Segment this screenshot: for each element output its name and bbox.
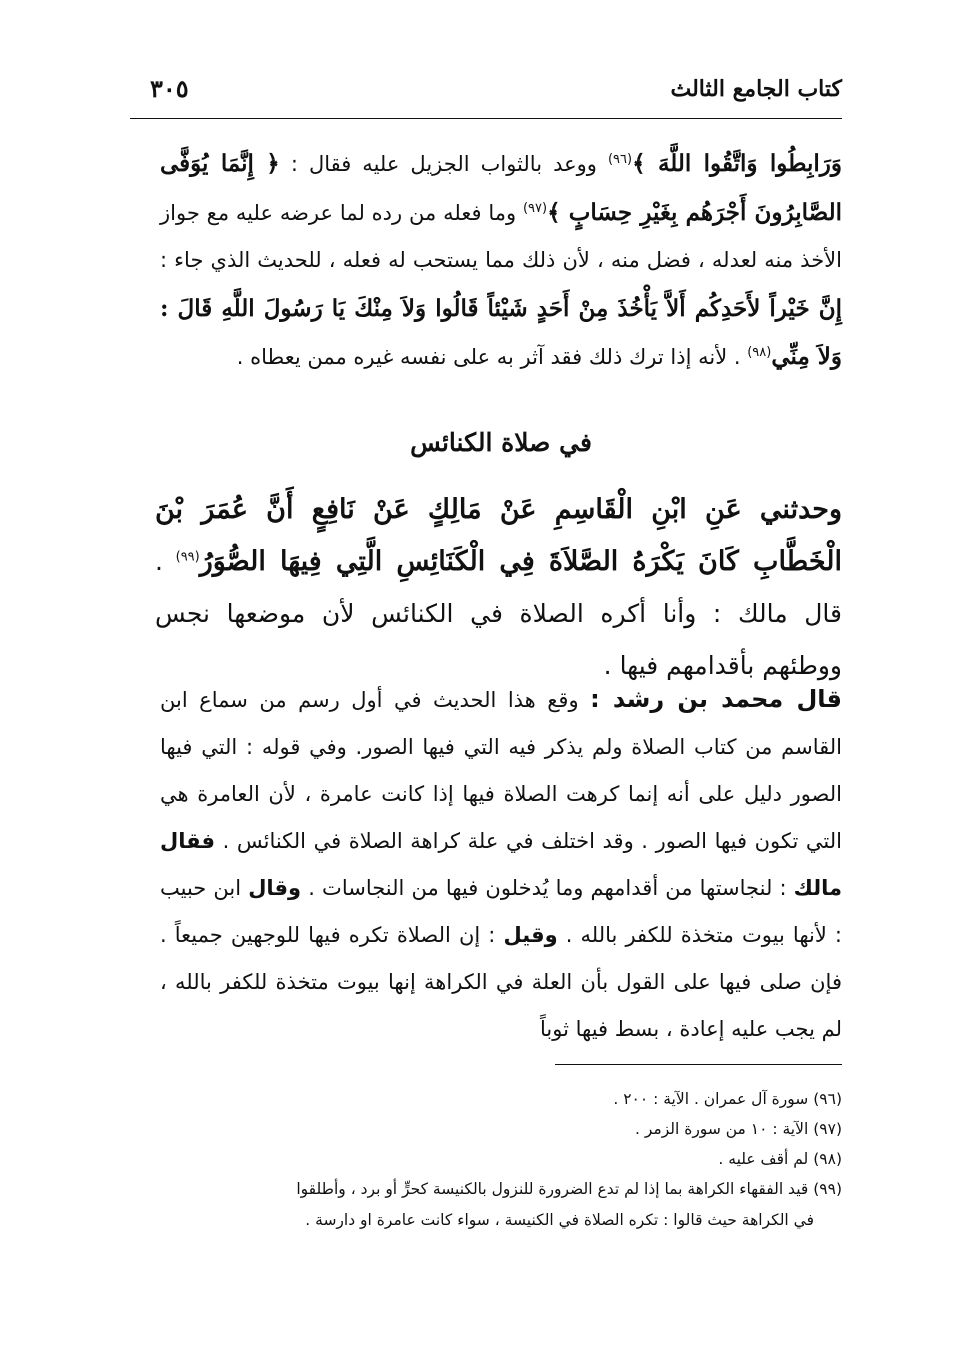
- body-text: : إن الصلاة تكره فيها للوجهين جميعاً . فإن صلى فيها على القول بأن العلة في الكراهة إنها بيوت متخذة للكفر بالله ، لم يجب عليه إعادة ، بسط فيها ثوباً: [160, 923, 842, 1041]
- body-text: ووعد بالثواب الجزيل عليه فقال :: [279, 152, 608, 176]
- page-number: ٣٠٥: [150, 74, 189, 103]
- paragraph-narration: [155, 484, 842, 692]
- page-header: [130, 64, 842, 119]
- footnote-item: [160, 1114, 842, 1144]
- footnote-item: [160, 1174, 842, 1204]
- body-text: وقع هذا الحديث في أول رسم من سماع ابن القاسم من كتاب الصلاة ولم يذكر فيه التي فيها الصور. وفي قوله : التي فيها الصور دليل على أنه إنما كرهت الصلاة فيها إذا كانت عامرة ، لأن العامرة هي التي تكون فيها الصور . وقد اختلف في علة كراهة الصلاة في الكنائس .: [160, 688, 842, 853]
- footnote-ref-99: (٩٩): [175, 549, 200, 565]
- body-text: : لنجاستها من أقدامهم وما يُدخلون فيها من النجاسات .: [301, 876, 794, 900]
- quran-verse: وَرَابِطُوا وَاتَّقُوا اللَّهَ ﴾: [632, 150, 842, 177]
- hadith-chain: وحدثني عَنِ ابْنِ الْقَاسِمِ عَنْ مَالِكٍ عَنْ نَافِعٍ أَنَّ عُمَرَ بْنَ الْخَطَّابِ كَانَ يَكْرَهُ الصَّلاَةَ فِي الْكَنَائِسِ الَّتِي فِيهَا الصُّوَرُ: [155, 494, 842, 577]
- hadith-quote: إِنَّ خَيْراً لأَحَدِكُم أَلاَّ يَأْخُذَ مِنْ أَحَدٍ شَيْئاً قَالُوا وَلاَ مِنْكَ يَا رَسُولَ اللَّهِ قَالَ : وَلاَ مِنِّي: [160, 294, 842, 370]
- footnote-number: (٩٧): [813, 1120, 842, 1138]
- footnote-item: [160, 1084, 842, 1114]
- footnote-ref-97: (٩٧): [522, 200, 548, 216]
- body-text: . لأنه إذا ترك ذلك فقد آثر به على نفسه غيره ممن يعطاه .: [236, 345, 748, 369]
- footnote-text: قيد الفقهاء الكراهة بما إذا لم تدع الضرورة للنزول بالكنيسة كحرٍّ أو برد ، وأطلقوا: [296, 1180, 809, 1198]
- body-text: . قال مالك : وأنا أكره الصلاة في الكنائس لأن موضعها نجس ووطئهم بأقدامهم فيها .: [155, 547, 842, 680]
- body-text: وما فعله من رده لما عرضه عليه مع جواز الأخذ منه لعدله ، فضل منه ، لأن ذلك مما يستحب له فعله ، للحديث الذي جاء :: [160, 200, 842, 272]
- footnotes: [160, 1084, 842, 1236]
- commentator-name: قال محمد بن رشد :: [590, 685, 842, 713]
- footnote-number: (٩٨): [813, 1150, 842, 1168]
- section-heading: في صلاة الكنائس: [410, 428, 592, 457]
- running-title: كتاب الجامع الثالث: [670, 76, 842, 102]
- bold-term: وقيل: [503, 923, 558, 947]
- paragraph-opening: [160, 140, 842, 382]
- footnote-ref-96: (٩٦): [607, 152, 633, 167]
- body-text: ابن حبيب : لأنها بيوت متخذة للكفر بالله .: [160, 876, 842, 947]
- footnote-text: الآية : ١٠ من سورة الزمر .: [634, 1120, 809, 1138]
- quran-verse: ﴿ إِنَّمَا يُوَفَّى الصَّابِرُونَ أَجْرَهُم بِغَيْرِ حِسَابٍ ﴾: [160, 150, 842, 226]
- footnote-text: سورة آل عمران . الآية : ٢٠٠ .: [613, 1090, 809, 1108]
- footnote-divider: [555, 1064, 842, 1065]
- bold-term: وقال: [248, 876, 302, 900]
- footnote-number: (٩٦): [813, 1090, 842, 1108]
- paragraph-commentary: [160, 676, 842, 1053]
- footnote-item: [160, 1144, 842, 1174]
- footnote-continuation: في الكراهة حيث قالوا : تكره الصلاة في الكنيسة ، سواء كانت عامرة او دارسة .: [305, 1211, 814, 1229]
- footnote-number: (٩٩): [813, 1180, 842, 1198]
- footnote-text: لم أقف عليه .: [718, 1150, 809, 1168]
- footnote-ref-98: (٩٨): [747, 345, 772, 360]
- bold-term: فقال مالك: [160, 829, 842, 900]
